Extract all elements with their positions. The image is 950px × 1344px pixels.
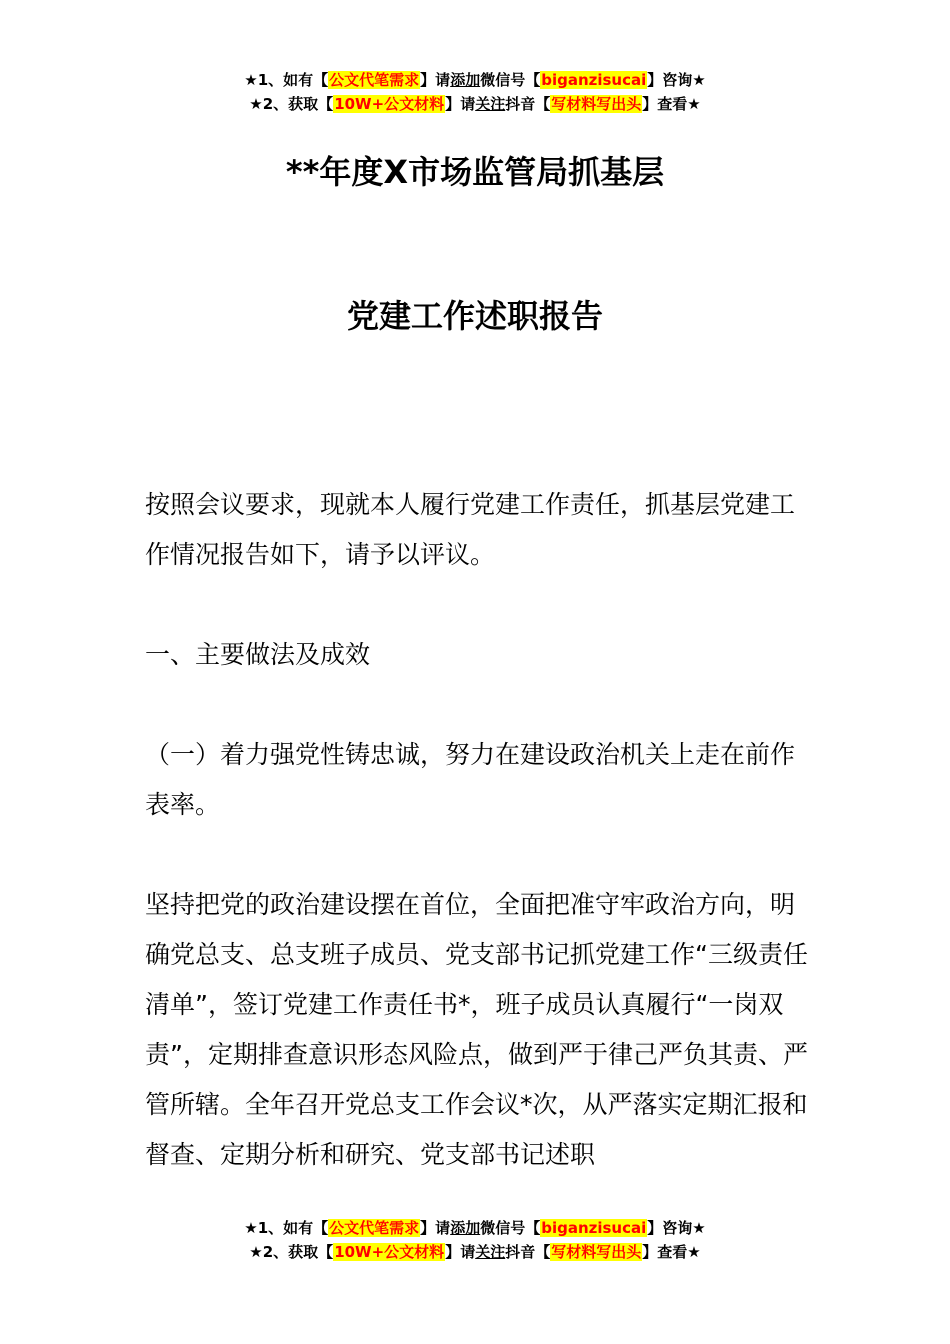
highlight-text: 10W+公文材料: [334, 1243, 445, 1261]
highlight-text: 公文代笔需求: [329, 1219, 420, 1237]
banner-text: 抖音【: [505, 95, 551, 113]
underlined-text: 关注: [475, 95, 506, 113]
top-promo-banner: [0, 68, 950, 116]
banner-text: 微信号【: [480, 1219, 541, 1237]
highlight-text: 10W+公文材料: [334, 95, 445, 113]
section-heading: 一、主要做法及成效: [145, 640, 371, 669]
banner-text: ★2、获取【: [249, 95, 334, 113]
highlight-text: biganzisucai: [541, 71, 647, 89]
banner-text: ★1、如有【: [244, 1219, 329, 1237]
banner-text: 】查看★: [642, 1243, 701, 1261]
banner-text: 】请: [445, 95, 476, 113]
banner-line-2: [0, 1240, 950, 1264]
banner-line-1: [0, 1216, 950, 1240]
underlined-text: 添加: [450, 71, 481, 89]
banner-text: 】请: [445, 1243, 476, 1261]
banner-text: ★1、如有【: [244, 71, 329, 89]
body-paragraph: 按照会议要求，现就本人履行党建工作责任，抓基层党建工作情况报告如下，请予以评议。: [145, 490, 796, 569]
body-paragraph: 坚持把党的政治建设摆在首位，全面把准守牢政治方向，明确党总支、总支班子成员、党支部书记抓党建工作“三级责任清单”，签订党建工作责任书*，班子成员认真履行“一岗双责”，定期排查意识形态风险点，做到严于律己严负其责、严管所辖。全年召开党总支工作会议*次，从严落实定期汇报和督查、定期分析和研究、党支部书记述职: [145, 890, 808, 1169]
banner-line-2: [0, 92, 950, 116]
banner-line-1: [0, 68, 950, 92]
highlight-text: 写材料写出头: [551, 95, 642, 113]
banner-text: 微信号【: [480, 71, 541, 89]
document-title-line-1: **年度X市场监管局抓基层: [285, 153, 665, 191]
banner-text: 】请: [420, 71, 451, 89]
banner-text: 】请: [420, 1219, 451, 1237]
underlined-text: 关注: [475, 1243, 506, 1261]
banner-text: 】查看★: [642, 95, 701, 113]
underlined-text: 添加: [450, 1219, 481, 1237]
subsection-heading: （一）着力强党性铸忠诚，努力在建设政治机关上走在前作表率。: [145, 740, 796, 819]
banner-text: 抖音【: [505, 1243, 551, 1261]
highlight-text: 写材料写出头: [551, 1243, 642, 1261]
banner-text: 】咨询★: [647, 1219, 706, 1237]
banner-text: ★2、获取【: [249, 1243, 334, 1261]
document-title-line-2: 党建工作述职报告: [346, 297, 603, 335]
banner-text: 】咨询★: [647, 71, 706, 89]
highlight-text: 公文代笔需求: [329, 71, 420, 89]
highlight-text: biganzisucai: [541, 1219, 647, 1237]
bottom-promo-banner: [0, 1216, 950, 1264]
